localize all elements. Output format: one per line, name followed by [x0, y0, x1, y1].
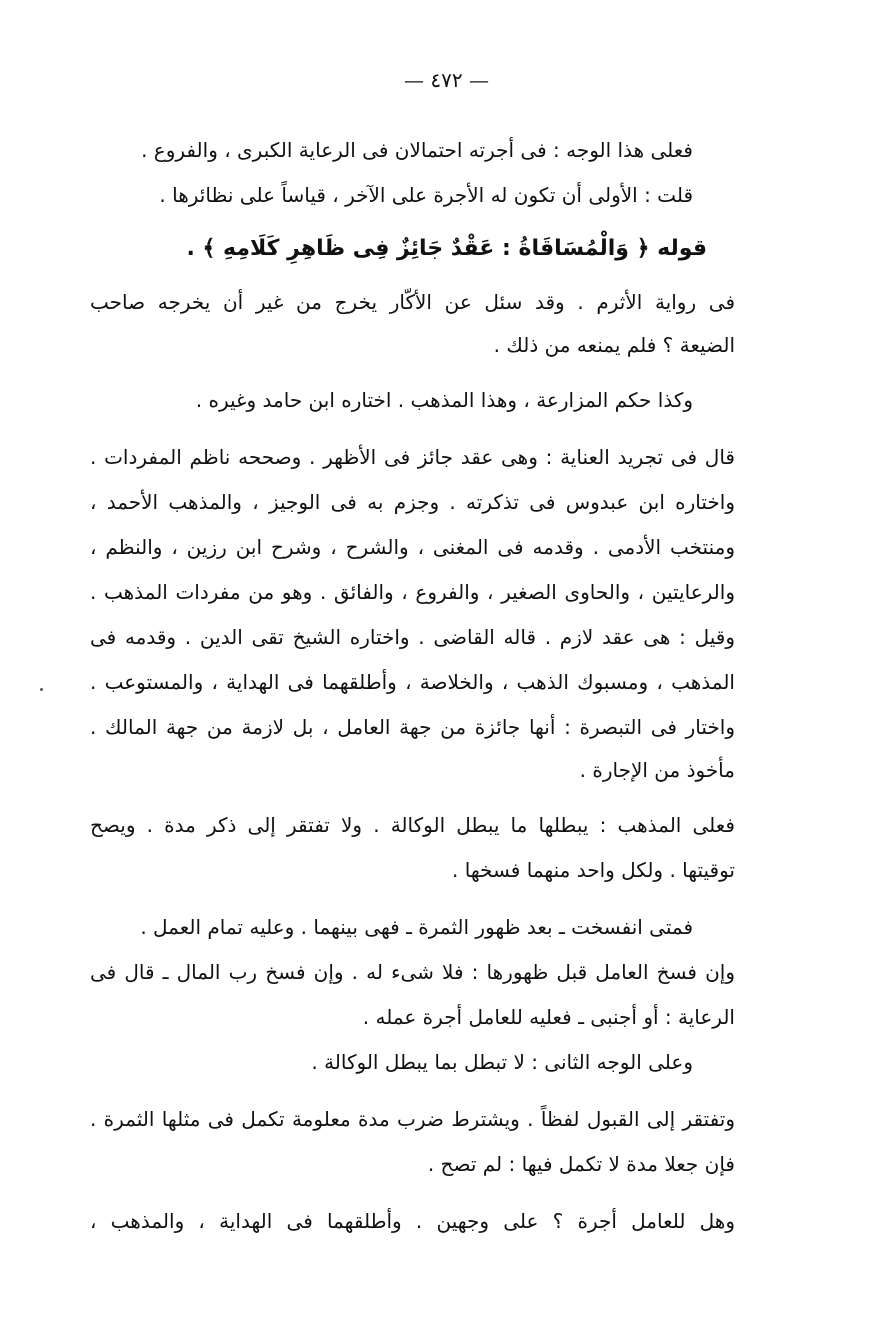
text-line-7: قال فى تجريد العناية : وهى عقد جائز فى الأظهر . وصححه ناظم المفردات . [90, 445, 735, 469]
text-line-4: فى رواية الأثرم . وقد سئل عن الأكّار يخرج من غير أن يخرجه صاحب [90, 290, 735, 314]
page-text [90, 128, 735, 1244]
scan-speck [40, 688, 43, 691]
text-line-1: فعلى هذا الوجه : فى أجرته احتمالان فى الرعاية الكبرى ، والفروع . [141, 138, 693, 162]
text-line-18: وإن فسخ العامل قبل ظهورها : فلا شىء له . وإن فسخ رب المال ـ قال فى [90, 960, 735, 984]
text-line-6: وكذا حكم المزارعة ، وهذا المذهب . اختاره ابن حامد وغيره . [195, 388, 693, 412]
text-line-15: فعلى المذهب : يبطلها ما يبطل الوكالة . ولا تفتقر إلى ذكر مدة . ويصح [90, 813, 735, 837]
text-line-13: واختار فى التبصرة : أنها جائزة من جهة العامل ، بل لازمة من جهة المالك . [90, 715, 735, 739]
text-line-14: مأخوذ من الإجارة . [579, 758, 735, 782]
text-line-23: وهل للعامل أجرة ؟ على وجهين . وأطلقهما فى الهداية ، والمذهب ، [90, 1209, 735, 1233]
text-line-10: والرعايتين ، والحاوى الصغير ، والفروع ، والفائق . وهو من مفردات المذهب . [90, 580, 735, 604]
section-heading: قوله ﴿ وَالْمُسَاقَاةُ : عَقْدٌ جَائِزٌ فِى ظَاهِرِ كَلَامِهِ ﴾ . [186, 236, 707, 261]
text-line-20: وعلى الوجه الثانى : لا تبطل بما يبطل الوكالة . [311, 1050, 693, 1074]
text-line-9: ومنتخب الأدمى . وقدمه فى المغنى ، والشرح ، وشرح ابن رزين ، والنظم ، [90, 535, 735, 559]
text-line-5: الضيعة ؟ فلم يمنعه من ذلك . [493, 333, 735, 357]
text-line-17: فمتى انفسخت ـ بعد ظهور الثمرة ـ فهى بينهما . وعليه تمام العمل . [140, 915, 693, 939]
text-line-21: وتفتقر إلى القبول لفظاً . ويشترط ضرب مدة معلومة تكمل فى مثلها الثمرة . [90, 1107, 735, 1131]
text-line-22: فإن جعلا مدة لا تكمل فيها : لم تصح . [427, 1152, 735, 1176]
page-number: — ٤٧٢ — [404, 68, 489, 92]
text-line-12: المذهب ، ومسبوك الذهب ، والخلاصة ، وأطلقهما فى الهداية ، والمستوعب . [90, 670, 735, 694]
text-line-11: وقيل : هى عقد لازم . قاله القاضى . واختاره الشيخ تقى الدين . وقدمه فى [90, 625, 735, 649]
text-line-16: توقيتها . ولكل واحد منهما فسخها . [452, 858, 735, 882]
text-line-19: الرعاية : أو أجنبى ـ فعليه للعامل أجرة عمله . [362, 1005, 735, 1029]
text-line-8: واختاره ابن عبدوس فى تذكرته . وجزم به فى الوجيز ، والمذهب الأحمد ، [90, 490, 735, 514]
text-line-2: قلت : الأولى أن تكون له الأجرة على الآخر ، قياساً على نظائرها . [159, 183, 693, 207]
